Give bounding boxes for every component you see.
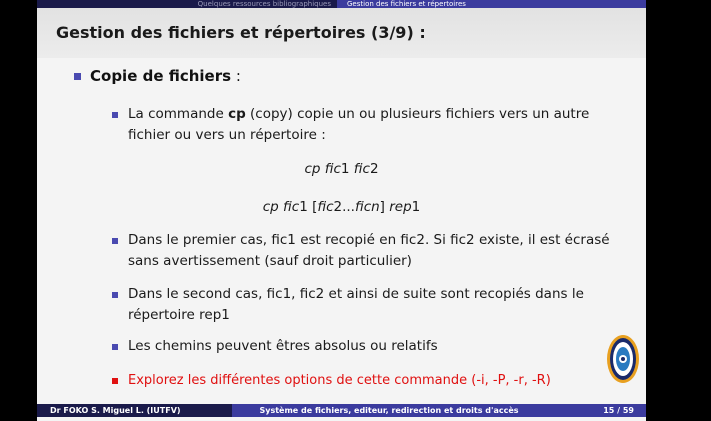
list-item	[128, 336, 638, 357]
case2-line2: répertoire rep1	[128, 307, 230, 323]
bullet-icon	[112, 238, 118, 244]
nav-section-current[interactable]: Gestion des fichiers et répertoires	[337, 0, 646, 8]
top-navigation	[37, 0, 646, 8]
list-item	[128, 284, 638, 326]
page-number: 15 / 59	[546, 404, 646, 417]
formula2-a: cp	[262, 199, 279, 215]
formula-cp-dir	[37, 199, 646, 215]
formula1-d: fic	[353, 161, 370, 177]
footer-author: Dr FOKO S. Miguel L. (IUTFV)	[37, 404, 232, 417]
case1-line1: Dans le premier cas, fic1 est recopié en fic2. Si fic2 existe, il est écrasé	[128, 232, 610, 248]
frame-title-bar	[37, 8, 646, 58]
formula2-c: 1 [	[299, 199, 318, 215]
nav-section-prev[interactable]: Quelques ressources bibliographiques	[37, 0, 337, 8]
formula2-g: ]	[379, 199, 390, 215]
section-label: Copie de fichiers	[90, 67, 232, 85]
case1-line2: sans avertissement (sauf droit particulier)	[128, 253, 412, 269]
bullet-icon	[112, 292, 118, 298]
formula2-i: 1	[411, 199, 421, 215]
cmd-pre: La commande	[128, 106, 229, 122]
institution-logo-icon	[605, 333, 641, 385]
slide	[37, 0, 646, 421]
formula2-f: ficn	[354, 199, 380, 215]
formula1-b: fic	[324, 161, 341, 177]
formula2-d: fic	[317, 199, 334, 215]
formula2-e: 2...	[333, 199, 355, 215]
formula2-h: rep	[389, 199, 412, 215]
bullet-icon	[74, 73, 81, 80]
alert-bullet-icon	[112, 378, 118, 384]
section-suffix: :	[231, 67, 241, 85]
cmd-post1: (copy) copie un ou plusieurs fichiers vers un autre	[245, 106, 590, 122]
footer-title: Système de fichiers, editeur, redirection et droits d'accès	[232, 404, 546, 417]
bullet-icon	[112, 112, 118, 118]
bullet-icon	[112, 344, 118, 350]
paths-text: Les chemins peuvent êtres absolus ou relatifs	[128, 338, 438, 354]
case2-line1: Dans le second cas, fic1, fic2 et ainsi de suite sont recopiés dans le	[128, 286, 584, 302]
page-title: Gestion des fichiers et répertoires (3/9) :	[56, 23, 426, 42]
list-item-alert	[128, 370, 638, 391]
footer	[37, 404, 646, 417]
list-item	[128, 230, 638, 272]
list-item	[128, 104, 638, 146]
explore-text: Explorez les différentes options de cette commande (-i, -P, -r, -R)	[128, 373, 551, 388]
footer-spacer	[37, 417, 646, 421]
formula-cp-file	[37, 161, 646, 177]
formula1-a: cp	[304, 161, 321, 177]
section-heading	[90, 67, 241, 85]
formula1-c: 1	[340, 161, 350, 177]
formula1-e: 2	[369, 161, 379, 177]
formula2-b: fic	[283, 199, 300, 215]
cmd-post2: fichier ou vers un répertoire :	[128, 127, 326, 143]
cmd-name: cp	[228, 106, 246, 122]
